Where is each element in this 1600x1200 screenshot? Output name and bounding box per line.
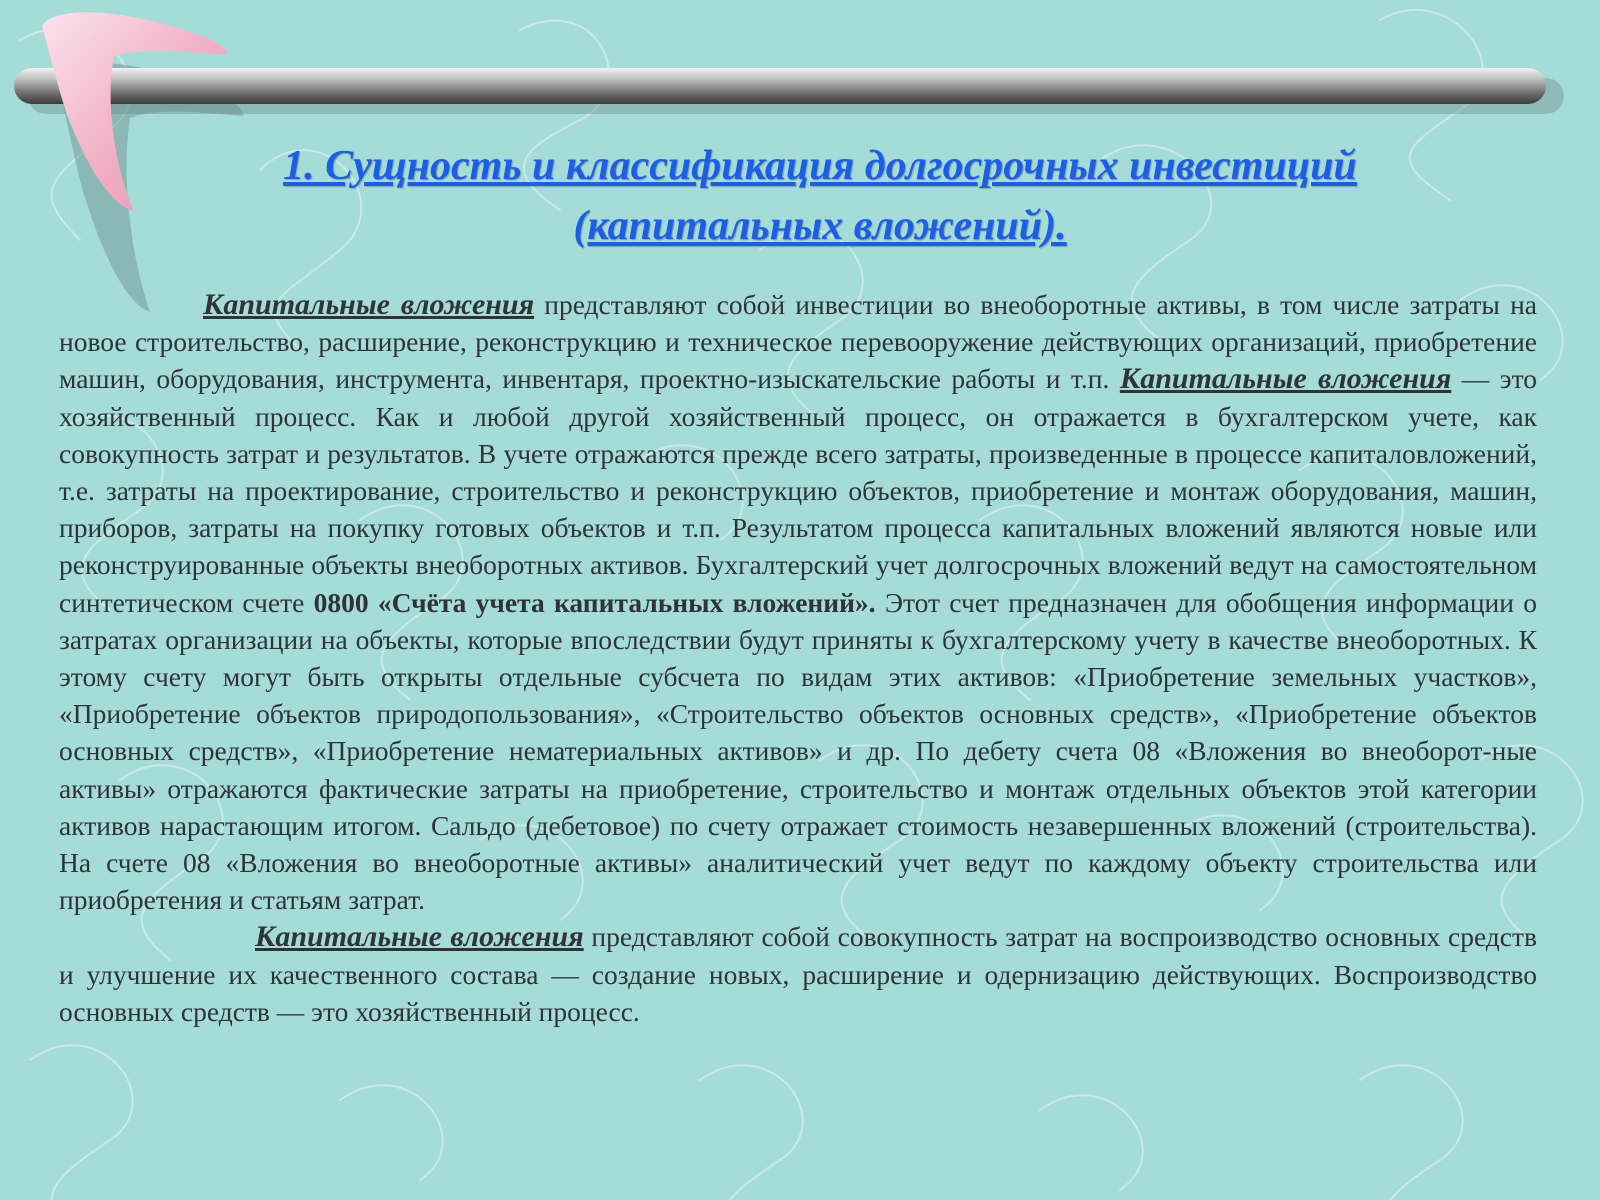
paragraph-2 xyxy=(59,918,1537,1030)
paragraph-1-text-a: представляют собой инвестиции во внеоборотные активы, в том числе затраты на новое строительство, расширение, реконструкцию и техническое перевооружение действующих организаций, приобретение машин, оборудования, инструмента, инвентаря, проектно-изыскательские работы и т.п. xyxy=(59,289,1537,395)
paragraph-1 xyxy=(59,286,1537,918)
slide-title xyxy=(150,136,1490,256)
paragraph-1-text-c: Этот счет предназначен для обобщения информации о затратах организации на объекты, которые впоследствии будут приняты к бухгалтерскому учету в качестве внеоборотных. К этому счету могут быть открыты отдельные субсчета по видам этих активов: «Приобретение земельных участков», «Приобретение объектов природопользования», «Строительство объектов основных средств», «Приобретение объектов основных средств», «Приобретение нематериальных активов» и др. По дебету счета 08 «Вложения во внеоборот-ные активы» отражаются фактические затраты на приобретение, строительство и монтаж отдельных объектов этой категории активов нарастающим итогом. Сальдо (дебетовое) по счету отражает стоимость незавершенных вложений (строительства). На счете 08 «Вложения во внеоборотные активы» аналитический учет ведут по каждому объекту строительства или приобретения и статьям затрат. xyxy=(59,586,1537,916)
term-capital-investments-2: Капитальные вложения xyxy=(1119,362,1452,396)
title-line-1: 1. Сущность и классификация долгосрочных инвестиций xyxy=(283,143,1357,189)
term-capital-investments-3: Капитальные вложения xyxy=(255,920,584,954)
term-capital-investments: Капитальные вложения xyxy=(203,288,535,321)
account-name: 0800 «Счёта учета капитальных вложений». xyxy=(313,586,876,618)
metal-rod xyxy=(14,68,1546,104)
slide-body xyxy=(59,286,1537,1030)
paragraph-2-text: представляют собой совокупность затрат на воспроизводство основных средств и улучшение их качественного состава — создание новых, расширение и одернизацию действующих. Воспроизводство основных средств — это хозяйственный процесс. xyxy=(59,921,1537,1027)
paragraph-1-text-b: — это хозяйственный процесс. Как и любой другой хозяйственный процесс, он отражается в бухгалтерском учете, как совокупность затрат и результатов. В учете отражаются прежде всего затраты, произведенные в процессе капиталовложений, т.е. затраты на проектирование, строительство и реконструкцию объектов, приобретение и монтаж оборудования, машин, приборов, затраты на покупку готовых объектов и т.п. Результатом процесса капитальных вложений являются новые или реконструированные объекты внеоборотных активов. Бухгалтерский учет долгосрочных вложений ведут на самостоятельном синтетическом счете xyxy=(59,363,1537,618)
title-line-2: (капитальных вложений). xyxy=(573,203,1067,249)
